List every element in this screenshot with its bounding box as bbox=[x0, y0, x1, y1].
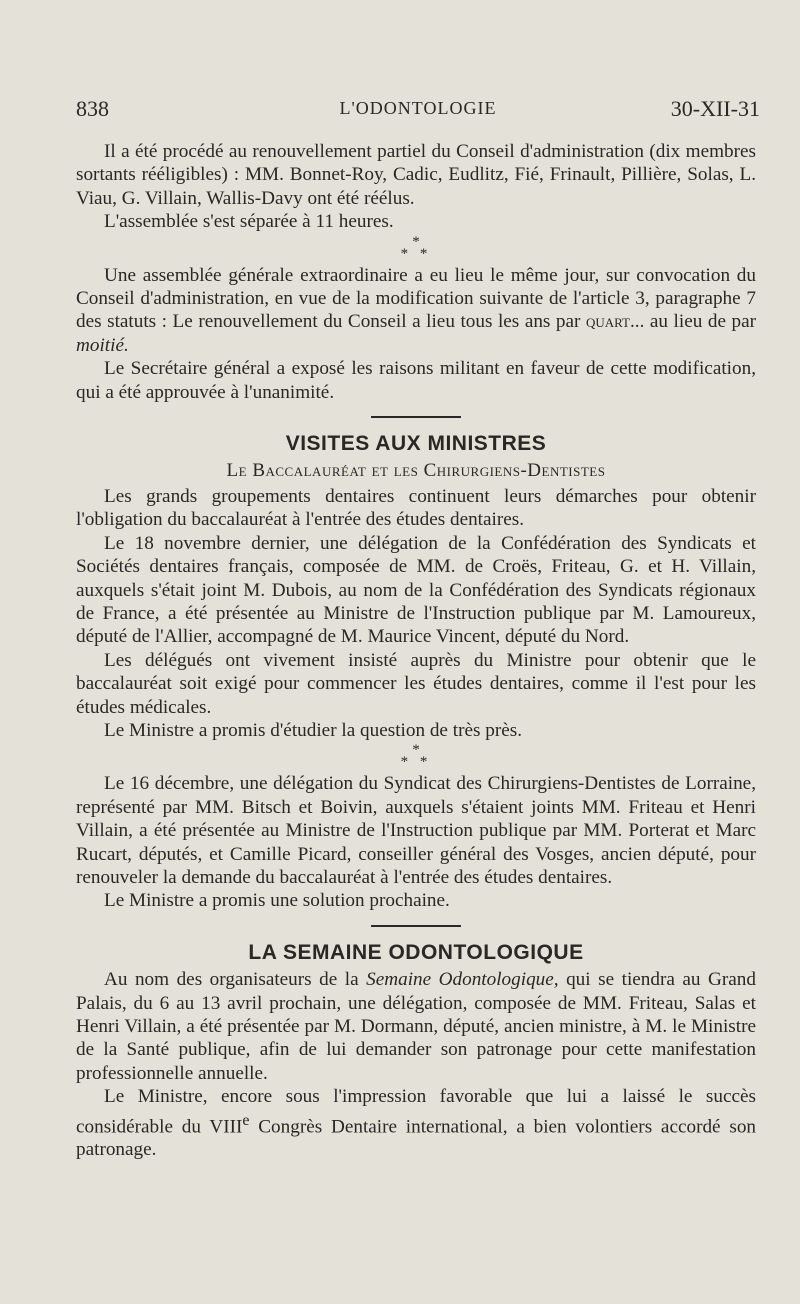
asterism-divider bbox=[76, 742, 756, 771]
text-run: Congrès Dentaire international, a bien volontiers accordé son patronage. bbox=[76, 1116, 757, 1161]
asterism-bottom: * * bbox=[400, 754, 432, 771]
paragraph-semaine bbox=[76, 968, 756, 1085]
paragraph-patronage bbox=[76, 1085, 756, 1162]
superscript: e bbox=[242, 1111, 250, 1129]
asterism-bottom: * * bbox=[400, 245, 432, 262]
paragraph-renouvellement: Il a été procédé au renouvellement partiel du Conseil d'administration (dix membres sortants rééligibles) : MM. Bonnet-Roy, Cadic, Eudlitz, Fié, Frinault, Pillière, Solas, L. Viau, G. Villain, Wallis-Davy ont été réélus. bbox=[76, 141, 756, 209]
section-title-visites: VISITES AUX MINISTRES bbox=[285, 432, 547, 456]
paragraph: Les délégués ont vivement insisté auprès du Ministre pour obtenir que le baccalauréat soit exigé pour commencer les études dentaires, comme il l'est pour les études médicales. bbox=[76, 649, 756, 718]
paragraph-separee: L'assemblée s'est séparée à 11 heures. bbox=[104, 211, 394, 233]
section-subtitle: Le Baccalauréat et les Chirurgiens-Dentistes bbox=[226, 460, 606, 482]
paragraph-extraordinaire bbox=[76, 264, 756, 358]
text-run-italic: Semaine Odontologique, bbox=[366, 969, 559, 991]
text-run-moitie: moitié. bbox=[76, 334, 129, 356]
text-run-quart: quart bbox=[585, 311, 630, 333]
text-run: qui se tiendra au Grand Palais, du 6 au 13 avril prochain, une délégation, composée de MM. Friteau, Salas et Henri Villain, a été présentée par M. Dormann, député, ancien ministre, à M. le Ministre de la Santé publique, afin de lui demander son patronage pour cette manifestation professionnelle annuelle. bbox=[76, 969, 756, 1084]
paragraph: Le Ministre a promis une solution prochaine. bbox=[104, 890, 450, 912]
paragraph: Le 16 décembre, une délégation du Syndicat des Chirurgiens-Dentistes de Lorraine, représenté par MM. Bitsch et Boivin, auxquels s'étaient joints MM. Friteau et Henri Villain, a été présentée au Ministre de l'Instruction publique par MM. Porterat et Marc Rucart, députés, et Camille Picard, conseiller général des Vosges, ancien député, pour renouveler la demande du baccalauréat à l'entrée des études dentaires. bbox=[76, 773, 756, 888]
journal-title: L'ODONTOLOGIE bbox=[339, 98, 497, 118]
section-rule bbox=[371, 925, 461, 927]
paragraph-secretaire: Le Secrétaire général a exposé les raisons militant en faveur de cette modification, qui a été approuvée à l'unanimité. bbox=[76, 358, 756, 403]
page-number: 838 bbox=[76, 96, 109, 121]
section-title-semaine: LA SEMAINE ODONTOLOGIQUE bbox=[248, 940, 584, 964]
paragraph: Le 18 novembre dernier, une délégation de la Confédération des Syndicats et Sociétés dentaires français, composée de MM. de Croës, Friteau, G. et H. Villain, auxquels s'était joint M. Dubois, au nom de la Confédération des Syndicats régionaux de France, a été présentée au Ministre de l'Instruction publique par M. Lamoureux, député de l'Allier, accompagné de M. Maurice Vincent, député du Nord. bbox=[76, 532, 756, 648]
text-run: ... au lieu de par bbox=[629, 311, 756, 333]
asterism-divider bbox=[76, 233, 756, 262]
running-header bbox=[76, 96, 760, 126]
asterism-top: * bbox=[412, 233, 420, 250]
text-run: Au nom des organisateurs de la bbox=[104, 969, 367, 991]
article-body bbox=[76, 140, 756, 1162]
paragraph: Les grands groupements dentaires continuent leurs démarches pour obtenir l'obligation du baccalauréat à l'entrée des études dentaires. bbox=[76, 485, 756, 531]
text-run: Le Ministre, encore sous l'impression favorable que lui a laissé le succès considérable du VIII bbox=[76, 1086, 756, 1138]
section-rule bbox=[371, 416, 461, 418]
text-run: Une assemblée générale extraordinaire a eu lieu le même jour, sur convocation du Conseil d'administration, en vue de la modification suivante de l'article 3, paragraphe 7 des statuts : Le renouvellement du Conseil a lieu tous les ans par bbox=[76, 264, 756, 333]
asterism-top: * bbox=[412, 742, 420, 759]
issue-date: 30-XII-31 bbox=[670, 96, 760, 121]
paragraph: Le Ministre a promis d'étudier la question de très près. bbox=[104, 719, 523, 741]
